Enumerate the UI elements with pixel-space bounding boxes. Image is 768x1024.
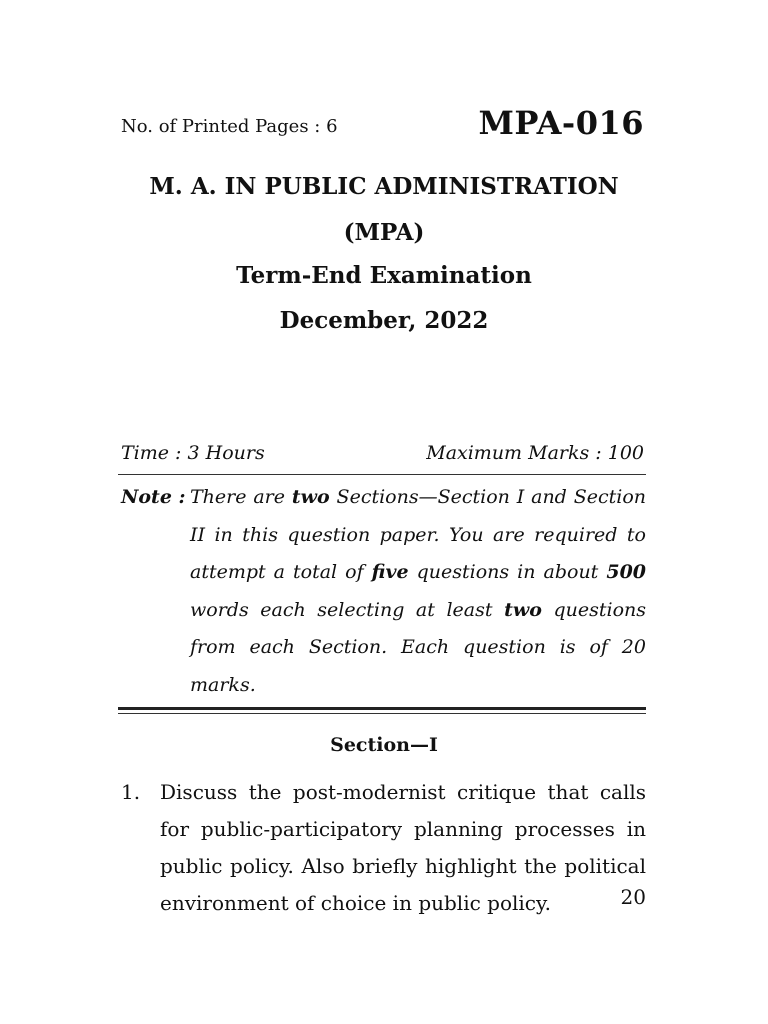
course-code: MPA-016 xyxy=(478,104,644,142)
double-divider-thick xyxy=(118,707,646,710)
note-segment: questions from each Section. Each question is of 20 marks. xyxy=(190,598,646,696)
note-segment: questions in about xyxy=(408,561,607,583)
maximum-marks: Maximum Marks : 100 xyxy=(426,442,644,464)
double-divider-thin xyxy=(118,713,646,714)
note-emphasis: two xyxy=(291,486,330,508)
note-segment: words each selecting at least xyxy=(190,598,505,621)
question-text: Discuss the post-modernist critique that calls for public-participatory planning processes in public policy. Also briefly highlight the political environment of choice in public policy. xyxy=(160,780,646,915)
question-number: 1. xyxy=(121,780,141,804)
section-heading: Section—I xyxy=(330,734,438,756)
exam-session: December, 2022 xyxy=(279,307,489,334)
note-label: Note : xyxy=(121,486,186,508)
note-emphasis: 500 xyxy=(606,561,647,583)
note-segment: There are xyxy=(190,486,292,508)
exam-title: Term-End Examination xyxy=(236,262,532,289)
programme-abbreviation: (MPA) xyxy=(343,219,425,246)
question-marks: 20 xyxy=(620,885,646,909)
note-text xyxy=(190,479,646,704)
note-emphasis: two xyxy=(504,598,542,621)
divider-line xyxy=(118,474,646,475)
time-allowed: Time : 3 Hours xyxy=(121,442,265,464)
note-emphasis: five xyxy=(371,561,409,583)
note-segment: Sections—Section I and Section II in this question paper. You are required to attempt a total of xyxy=(190,486,646,583)
programme-title: M. A. IN PUBLIC ADMINISTRATION xyxy=(149,173,619,200)
printed-pages-count: No. of Printed Pages : 6 xyxy=(121,116,338,137)
